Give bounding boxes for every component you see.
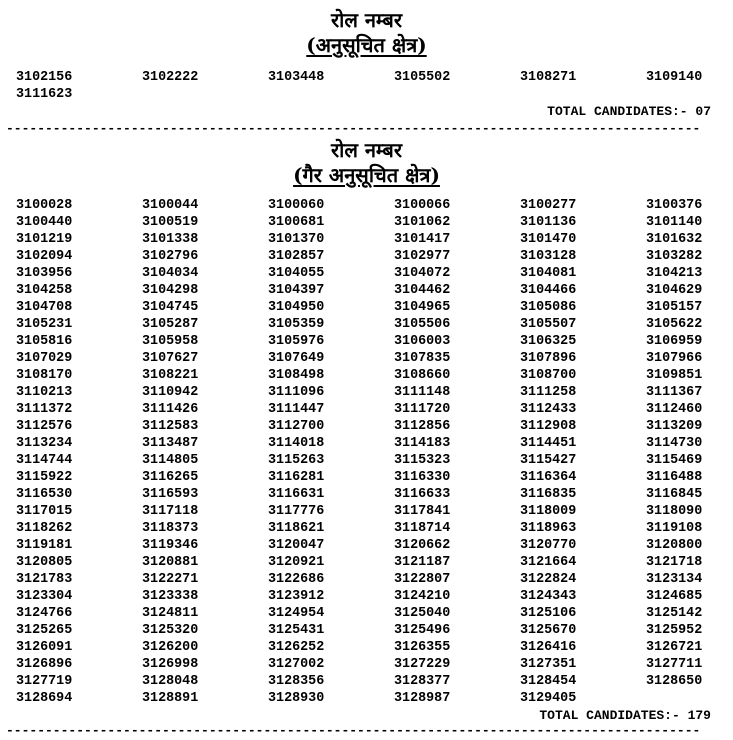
section-scheduled-area	[0, 8, 733, 136]
roll-number: 3120881	[142, 555, 199, 570]
roll-number: 3115263	[268, 453, 325, 468]
roll-number: 3114451	[520, 436, 577, 451]
roll-number: 3121664	[520, 555, 577, 570]
roll-number: 3127719	[16, 674, 73, 689]
roll-number: 3112583	[142, 419, 199, 434]
roll-number: 3101417	[394, 232, 451, 247]
roll-number: 3108271	[520, 70, 577, 85]
roll-number: 3107835	[394, 351, 451, 366]
roll-number: 3116364	[520, 470, 577, 485]
roll-number: 3108660	[394, 368, 451, 383]
roll-number: 3111148	[394, 385, 451, 400]
roll-number: 3120047	[268, 538, 325, 553]
roll-number: 3107627	[142, 351, 199, 366]
roll-number: 3100028	[16, 198, 73, 213]
roll-number: 3116330	[394, 470, 451, 485]
roll-number: 3116488	[646, 470, 703, 485]
roll-number: 3127002	[268, 657, 325, 672]
roll-number: 3126896	[16, 657, 73, 672]
roll-number: 3111367	[646, 385, 703, 400]
roll-number: 3126416	[520, 640, 577, 655]
roll-number: 3118262	[16, 521, 73, 536]
roll-number: 3128048	[142, 674, 199, 689]
roll-number: 3121718	[646, 555, 703, 570]
roll-number: 3100681	[268, 215, 325, 230]
roll-number: 3116631	[268, 487, 325, 502]
roll-number: 3102977	[394, 249, 451, 264]
roll-number: 3101370	[268, 232, 325, 247]
roll-number: 3108170	[16, 368, 73, 383]
roll-number: 3107966	[646, 351, 703, 366]
roll-number-grid	[0, 197, 733, 707]
roll-number: 3104298	[142, 283, 199, 298]
roll-number: 3115427	[520, 453, 577, 468]
roll-number: 3101140	[646, 215, 703, 230]
roll-number: 3116633	[394, 487, 451, 502]
roll-number: 3125320	[142, 623, 199, 638]
roll-number: 3100376	[646, 198, 703, 213]
roll-number: 3127229	[394, 657, 451, 672]
roll-number: 3118621	[268, 521, 325, 536]
roll-number: 3101632	[646, 232, 703, 247]
roll-number: 3128454	[520, 674, 577, 689]
roll-number: 3104072	[394, 266, 451, 281]
roll-number: 3128694	[16, 691, 73, 706]
roll-number: 3109140	[646, 70, 703, 85]
roll-number: 3124685	[646, 589, 703, 604]
roll-number: 3114730	[646, 436, 703, 451]
roll-number: 3105359	[268, 317, 325, 332]
roll-number: 3119346	[142, 538, 199, 553]
roll-number: 3103448	[268, 70, 325, 85]
roll-number: 3115469	[646, 453, 703, 468]
roll-number: 3114744	[16, 453, 73, 468]
roll-number: 3128377	[394, 674, 451, 689]
roll-number: 3120662	[394, 538, 451, 553]
roll-number: 3124766	[16, 606, 73, 621]
roll-number: 3128356	[268, 674, 325, 689]
roll-number: 3125106	[520, 606, 577, 621]
roll-number: 3106003	[394, 334, 451, 349]
roll-number: 3105958	[142, 334, 199, 349]
roll-number: 3101338	[142, 232, 199, 247]
roll-number: 3112576	[16, 419, 73, 434]
roll-number: 3126200	[142, 640, 199, 655]
roll-number: 3103956	[16, 266, 73, 281]
roll-number: 3101219	[16, 232, 73, 247]
roll-number: 3116835	[520, 487, 577, 502]
heading-roll-number: रोल नम्बर	[330, 138, 403, 162]
roll-number: 3114805	[142, 453, 199, 468]
roll-number: 3113234	[16, 436, 73, 451]
roll-number: 3128891	[142, 691, 199, 706]
roll-number: 3116281	[268, 470, 325, 485]
roll-number: 3101470	[520, 232, 577, 247]
roll-number: 3111447	[268, 402, 325, 417]
roll-number: 3103282	[646, 249, 703, 264]
roll-number: 3105287	[142, 317, 199, 332]
roll-number: 3107029	[16, 351, 73, 366]
roll-number: 3121187	[394, 555, 451, 570]
roll-number: 3100044	[142, 198, 199, 213]
section-heading	[0, 138, 733, 188]
roll-number: 3125670	[520, 623, 577, 638]
roll-number: 3104081	[520, 266, 577, 281]
roll-number: 3104397	[268, 283, 325, 298]
roll-number: 3117015	[16, 504, 73, 519]
heading-area-type: (गैर अनुसूचित क्षेत्र)	[293, 163, 440, 187]
roll-number: 3104466	[520, 283, 577, 298]
roll-number: 3113209	[646, 419, 703, 434]
roll-number: 3114183	[394, 436, 451, 451]
roll-number: 3112433	[520, 402, 577, 417]
roll-number: 3106325	[520, 334, 577, 349]
roll-number: 3105506	[394, 317, 451, 332]
total-candidates: TOTAL CANDIDATES:- 07	[547, 104, 711, 119]
roll-number: 3104965	[394, 300, 451, 315]
roll-number: 3105816	[16, 334, 73, 349]
roll-number: 3104213	[646, 266, 703, 281]
roll-number: 3115922	[16, 470, 73, 485]
roll-number: 3123134	[646, 572, 703, 587]
roll-number: 3116530	[16, 487, 73, 502]
roll-number: 3111426	[142, 402, 199, 417]
roll-number: 3128987	[394, 691, 451, 706]
roll-number: 3102094	[16, 249, 73, 264]
roll-number: 3105157	[646, 300, 703, 315]
roll-number: 3126091	[16, 640, 73, 655]
roll-number: 3106959	[646, 334, 703, 349]
heading-roll-number: रोल नम्बर	[330, 8, 403, 32]
roll-number: 3109851	[646, 368, 703, 383]
heading-area-type: (अनुसूचित क्षेत्र)	[306, 33, 427, 57]
roll-number: 3122807	[394, 572, 451, 587]
roll-number: 3126721	[646, 640, 703, 655]
roll-number: 3117118	[142, 504, 199, 519]
roll-number: 3122824	[520, 572, 577, 587]
roll-number: 3105502	[394, 70, 451, 85]
section-heading	[0, 8, 733, 58]
roll-number: 3102156	[16, 70, 73, 85]
roll-number: 3120921	[268, 555, 325, 570]
roll-number: 3127711	[646, 657, 703, 672]
roll-number: 3126998	[142, 657, 199, 672]
roll-number: 3117776	[268, 504, 325, 519]
roll-number: 3122271	[142, 572, 199, 587]
roll-number: 3104258	[16, 283, 73, 298]
roll-number: 3104745	[142, 300, 199, 315]
roll-number: 3102857	[268, 249, 325, 264]
roll-number: 3128650	[646, 674, 703, 689]
separator-line: -----------------------------------------------------------------------------------------	[6, 724, 701, 738]
roll-number: 3103128	[520, 249, 577, 264]
roll-number: 3111096	[268, 385, 325, 400]
roll-number: 3104462	[394, 283, 451, 298]
roll-number: 3100066	[394, 198, 451, 213]
roll-number: 3113487	[142, 436, 199, 451]
roll-number: 3112856	[394, 419, 451, 434]
roll-number: 3118373	[142, 521, 199, 536]
roll-number: 3112460	[646, 402, 703, 417]
roll-number: 3105086	[520, 300, 577, 315]
roll-number: 3129405	[520, 691, 577, 706]
roll-number: 3118090	[646, 504, 703, 519]
roll-number: 3120800	[646, 538, 703, 553]
roll-number: 3102222	[142, 70, 199, 85]
roll-number: 3122686	[268, 572, 325, 587]
roll-number: 3108498	[268, 368, 325, 383]
roll-number: 3118009	[520, 504, 577, 519]
roll-number: 3121783	[16, 572, 73, 587]
roll-number: 3112700	[268, 419, 325, 434]
roll-number: 3116845	[646, 487, 703, 502]
roll-number: 3111720	[394, 402, 451, 417]
roll-number: 3111258	[520, 385, 577, 400]
roll-number: 3105622	[646, 317, 703, 332]
roll-number: 3118714	[394, 521, 451, 536]
roll-number: 3100060	[268, 198, 325, 213]
roll-number: 3100277	[520, 198, 577, 213]
roll-number: 3101136	[520, 215, 577, 230]
roll-number: 3125431	[268, 623, 325, 638]
roll-number: 3125496	[394, 623, 451, 638]
roll-number: 3124343	[520, 589, 577, 604]
roll-number: 3107896	[520, 351, 577, 366]
roll-number: 3127351	[520, 657, 577, 672]
roll-number: 3104950	[268, 300, 325, 315]
roll-number: 3104708	[16, 300, 73, 315]
roll-number: 3102796	[142, 249, 199, 264]
roll-number: 3105976	[268, 334, 325, 349]
roll-number: 3100440	[16, 215, 73, 230]
roll-number: 3125142	[646, 606, 703, 621]
roll-number: 3104629	[646, 283, 703, 298]
roll-number: 3125952	[646, 623, 703, 638]
roll-number: 3123912	[268, 589, 325, 604]
roll-number: 3108700	[520, 368, 577, 383]
roll-number: 3107649	[268, 351, 325, 366]
roll-number: 3128930	[268, 691, 325, 706]
roll-number: 3119181	[16, 538, 73, 553]
roll-number: 3124210	[394, 589, 451, 604]
roll-number: 3118963	[520, 521, 577, 536]
separator-line: -----------------------------------------------------------------------------------------	[6, 122, 701, 136]
roll-number: 3105507	[520, 317, 577, 332]
roll-number: 3105231	[16, 317, 73, 332]
roll-number: 3125040	[394, 606, 451, 621]
roll-number: 3117841	[394, 504, 451, 519]
total-candidates: TOTAL CANDIDATES:- 179	[539, 708, 711, 723]
roll-number: 3123338	[142, 589, 199, 604]
roll-number: 3112908	[520, 419, 577, 434]
roll-number: 3115323	[394, 453, 451, 468]
roll-number: 3101062	[394, 215, 451, 230]
section-non-scheduled-area	[0, 138, 733, 738]
roll-number: 3120770	[520, 538, 577, 553]
roll-number: 3126355	[394, 640, 451, 655]
roll-number: 3110213	[16, 385, 73, 400]
roll-number: 3125265	[16, 623, 73, 638]
roll-number: 3123304	[16, 589, 73, 604]
roll-number: 3110942	[142, 385, 199, 400]
roll-number: 3120805	[16, 555, 73, 570]
roll-number: 3124954	[268, 606, 325, 621]
roll-number: 3108221	[142, 368, 199, 383]
roll-number: 3114018	[268, 436, 325, 451]
roll-number: 3124811	[142, 606, 199, 621]
roll-number: 3111623	[16, 87, 73, 102]
roll-number: 3100519	[142, 215, 199, 230]
roll-number: 3104034	[142, 266, 199, 281]
roll-number: 3126252	[268, 640, 325, 655]
roll-number: 3116265	[142, 470, 199, 485]
roll-number: 3104055	[268, 266, 325, 281]
roll-number: 3111372	[16, 402, 73, 417]
roll-number-grid	[0, 69, 733, 103]
roll-number: 3119108	[646, 521, 703, 536]
roll-number: 3116593	[142, 487, 199, 502]
